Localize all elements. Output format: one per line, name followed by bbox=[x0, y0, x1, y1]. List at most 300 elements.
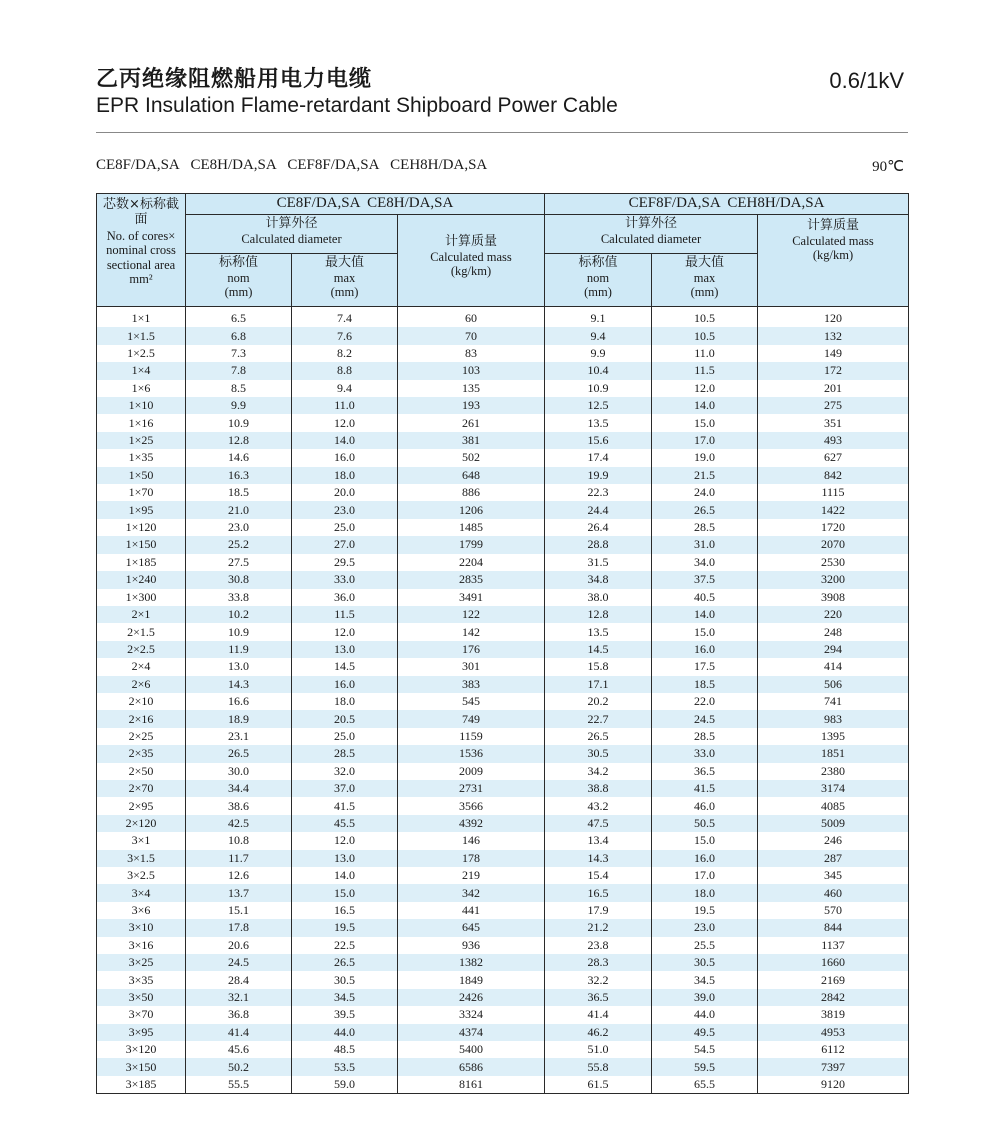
cell-g2-nom: 34.8 bbox=[545, 571, 652, 588]
cell-g2-max: 28.5 bbox=[652, 519, 758, 536]
cell-size: 3×6 bbox=[97, 902, 186, 919]
cell-g1-max: 34.5 bbox=[292, 989, 398, 1006]
cell-g1-mass: 219 bbox=[398, 867, 545, 884]
cell-g2-nom: 13.5 bbox=[545, 414, 652, 431]
row-header-en-3: sectional area bbox=[106, 257, 176, 272]
temperature-rating: 90℃ bbox=[872, 159, 904, 175]
cell-g2-mass: 1395 bbox=[758, 728, 909, 745]
cell-g1-nom: 16.3 bbox=[186, 467, 292, 484]
cell-g2-max: 34.5 bbox=[652, 971, 758, 988]
cell-g1-max: 15.0 bbox=[292, 884, 398, 901]
cell-size: 2×1 bbox=[97, 606, 186, 623]
cell-g1-mass: 645 bbox=[398, 919, 545, 936]
cell-size: 3×70 bbox=[97, 1006, 186, 1023]
cell-g1-mass: 103 bbox=[398, 362, 545, 379]
cell-g2-mass: 2380 bbox=[758, 763, 909, 780]
cell-g2-mass: 570 bbox=[758, 902, 909, 919]
cell-g1-nom: 16.6 bbox=[186, 693, 292, 710]
cell-g1-mass: 1206 bbox=[398, 501, 545, 518]
cell-g2-mass: 248 bbox=[758, 623, 909, 640]
cell-g2-mass: 5009 bbox=[758, 815, 909, 832]
cell-g2-mass: 983 bbox=[758, 710, 909, 727]
cell-g1-nom: 10.8 bbox=[186, 832, 292, 849]
group1-title: CE8F/DA,SA CE8H/DA,SA bbox=[186, 194, 545, 215]
cell-g1-mass: 648 bbox=[398, 467, 545, 484]
table-row bbox=[97, 763, 909, 780]
cell-g1-max: 12.0 bbox=[292, 623, 398, 640]
table-row bbox=[97, 362, 909, 379]
group1-diameter-en: Calculated diameter bbox=[241, 231, 342, 246]
table-row bbox=[97, 484, 909, 501]
cell-g2-mass: 1422 bbox=[758, 501, 909, 518]
cell-g1-mass: 6586 bbox=[398, 1058, 545, 1075]
cell-size: 1×240 bbox=[97, 571, 186, 588]
cell-g2-nom: 20.2 bbox=[545, 693, 652, 710]
cell-g1-nom: 34.4 bbox=[186, 780, 292, 797]
cell-g1-max: 11.5 bbox=[292, 606, 398, 623]
cell-g2-mass: 6112 bbox=[758, 1041, 909, 1058]
cell-g2-mass: 201 bbox=[758, 380, 909, 397]
cell-g1-max: 25.0 bbox=[292, 519, 398, 536]
cell-g1-nom: 25.2 bbox=[186, 536, 292, 553]
cell-g2-mass: 844 bbox=[758, 919, 909, 936]
cell-g1-max: 41.5 bbox=[292, 797, 398, 814]
cell-g2-mass: 2070 bbox=[758, 536, 909, 553]
cell-g1-nom: 8.5 bbox=[186, 380, 292, 397]
cell-g2-mass: 4953 bbox=[758, 1024, 909, 1041]
cell-g2-max: 59.5 bbox=[652, 1058, 758, 1075]
cell-g2-max: 19.0 bbox=[652, 449, 758, 466]
table-row bbox=[97, 658, 909, 675]
cell-g1-max: 26.5 bbox=[292, 954, 398, 971]
cell-size: 3×1 bbox=[97, 832, 186, 849]
cell-g1-mass: 381 bbox=[398, 432, 545, 449]
cell-g2-nom: 13.5 bbox=[545, 623, 652, 640]
cell-g2-mass: 7397 bbox=[758, 1058, 909, 1075]
cell-size: 1×1.5 bbox=[97, 327, 186, 344]
cell-g2-max: 11.5 bbox=[652, 362, 758, 379]
cell-g1-max: 28.5 bbox=[292, 745, 398, 762]
cell-size: 2×70 bbox=[97, 780, 186, 797]
cell-g1-mass: 176 bbox=[398, 641, 545, 658]
cell-g1-mass: 886 bbox=[398, 484, 545, 501]
cell-size: 2×35 bbox=[97, 745, 186, 762]
cell-g2-nom: 17.4 bbox=[545, 449, 652, 466]
cell-g1-mass: 2009 bbox=[398, 763, 545, 780]
cell-g1-mass: 1849 bbox=[398, 971, 545, 988]
cell-g1-max: 16.0 bbox=[292, 449, 398, 466]
cell-size: 3×35 bbox=[97, 971, 186, 988]
cell-g2-max: 46.0 bbox=[652, 797, 758, 814]
cell-g2-max: 24.5 bbox=[652, 710, 758, 727]
cell-g1-max: 13.0 bbox=[292, 641, 398, 658]
group1-mass-header bbox=[398, 215, 545, 307]
cell-g1-max: 7.4 bbox=[292, 307, 398, 328]
group1-diameter-header bbox=[186, 215, 398, 254]
cell-g2-max: 16.0 bbox=[652, 641, 758, 658]
cell-g2-mass: 842 bbox=[758, 467, 909, 484]
cell-g2-nom: 51.0 bbox=[545, 1041, 652, 1058]
cell-g1-nom: 15.1 bbox=[186, 902, 292, 919]
cell-g2-max: 15.0 bbox=[652, 414, 758, 431]
cell-g1-mass: 2204 bbox=[398, 554, 545, 571]
cell-size: 1×2.5 bbox=[97, 345, 186, 362]
cell-size: 1×25 bbox=[97, 432, 186, 449]
table-row bbox=[97, 345, 909, 362]
cell-g1-max: 12.0 bbox=[292, 414, 398, 431]
cell-g2-mass: 9120 bbox=[758, 1076, 909, 1094]
table-row bbox=[97, 1076, 909, 1094]
cell-g2-nom: 10.9 bbox=[545, 380, 652, 397]
cell-g1-mass: 2835 bbox=[398, 571, 545, 588]
cell-g1-mass: 3491 bbox=[398, 589, 545, 606]
cell-g2-max: 34.0 bbox=[652, 554, 758, 571]
table-row bbox=[97, 589, 909, 606]
cell-g2-mass: 1137 bbox=[758, 937, 909, 954]
cell-size: 3×4 bbox=[97, 884, 186, 901]
cell-g2-max: 26.5 bbox=[652, 501, 758, 518]
group2-max-en: max bbox=[693, 270, 716, 285]
cell-g1-mass: 301 bbox=[398, 658, 545, 675]
cell-g1-max: 53.5 bbox=[292, 1058, 398, 1075]
cell-size: 3×150 bbox=[97, 1058, 186, 1075]
cell-g1-mass: 1485 bbox=[398, 519, 545, 536]
cell-size: 3×50 bbox=[97, 989, 186, 1006]
cell-g2-nom: 26.4 bbox=[545, 519, 652, 536]
voltage-rating: 0.6/1kV bbox=[829, 68, 904, 93]
cell-g2-nom: 46.2 bbox=[545, 1024, 652, 1041]
table-row bbox=[97, 467, 909, 484]
table-row bbox=[97, 606, 909, 623]
cell-g1-mass: 8161 bbox=[398, 1076, 545, 1094]
cell-g2-mass: 172 bbox=[758, 362, 909, 379]
cell-size: 1×1 bbox=[97, 307, 186, 328]
cell-g2-max: 36.5 bbox=[652, 763, 758, 780]
group1-nom-unit: (mm) bbox=[224, 285, 253, 300]
cell-g2-max: 10.5 bbox=[652, 307, 758, 328]
cell-g2-max: 14.0 bbox=[652, 397, 758, 414]
cell-size: 2×50 bbox=[97, 763, 186, 780]
cell-g2-nom: 15.6 bbox=[545, 432, 652, 449]
cell-g2-mass: 741 bbox=[758, 693, 909, 710]
cell-g1-nom: 7.3 bbox=[186, 345, 292, 362]
group2-max-unit: (mm) bbox=[690, 285, 719, 300]
group1-nom-cn: 标称值 bbox=[218, 255, 258, 270]
group2-mass-en: Calculated mass bbox=[792, 233, 874, 248]
cell-size: 3×10 bbox=[97, 919, 186, 936]
cell-size: 3×2.5 bbox=[97, 867, 186, 884]
cell-g2-mass: 294 bbox=[758, 641, 909, 658]
cell-g1-nom: 6.5 bbox=[186, 307, 292, 328]
cell-g2-max: 18.0 bbox=[652, 884, 758, 901]
cell-g1-nom: 27.5 bbox=[186, 554, 292, 571]
table-row bbox=[97, 676, 909, 693]
group2-diameter-header bbox=[545, 215, 758, 254]
cell-g1-mass: 3324 bbox=[398, 1006, 545, 1023]
cell-g2-nom: 28.3 bbox=[545, 954, 652, 971]
cell-g1-mass: 1382 bbox=[398, 954, 545, 971]
table-row bbox=[97, 501, 909, 518]
cell-g2-nom: 34.2 bbox=[545, 763, 652, 780]
table-row bbox=[97, 1058, 909, 1075]
cell-g1-max: 16.5 bbox=[292, 902, 398, 919]
cell-g1-nom: 23.0 bbox=[186, 519, 292, 536]
cell-size: 2×16 bbox=[97, 710, 186, 727]
cell-g1-mass: 1799 bbox=[398, 536, 545, 553]
cell-g2-max: 16.0 bbox=[652, 850, 758, 867]
cell-g2-max: 22.0 bbox=[652, 693, 758, 710]
table-row bbox=[97, 519, 909, 536]
cell-g1-max: 48.5 bbox=[292, 1041, 398, 1058]
cell-g1-mass: 122 bbox=[398, 606, 545, 623]
cell-g2-nom: 47.5 bbox=[545, 815, 652, 832]
table-row bbox=[97, 536, 909, 553]
table-row bbox=[97, 797, 909, 814]
cell-size: 2×95 bbox=[97, 797, 186, 814]
cell-g1-nom: 13.7 bbox=[186, 884, 292, 901]
cell-g1-nom: 13.0 bbox=[186, 658, 292, 675]
cell-size: 2×2.5 bbox=[97, 641, 186, 658]
cell-g2-max: 65.5 bbox=[652, 1076, 758, 1094]
cell-g2-mass: 345 bbox=[758, 867, 909, 884]
cell-g1-max: 14.0 bbox=[292, 867, 398, 884]
cell-g1-max: 25.0 bbox=[292, 728, 398, 745]
cell-g2-mass: 351 bbox=[758, 414, 909, 431]
cell-g2-nom: 15.4 bbox=[545, 867, 652, 884]
cell-g1-nom: 21.0 bbox=[186, 501, 292, 518]
cell-g2-max: 30.5 bbox=[652, 954, 758, 971]
row-header-cn: 芯数×标称截面 bbox=[103, 197, 179, 227]
cell-size: 3×185 bbox=[97, 1076, 186, 1094]
cell-g1-nom: 18.5 bbox=[186, 484, 292, 501]
cell-g2-nom: 22.3 bbox=[545, 484, 652, 501]
group1-mass-unit: (kg/km) bbox=[450, 264, 492, 279]
group1-max-cn: 最大值 bbox=[324, 255, 364, 270]
cell-g2-nom: 9.1 bbox=[545, 307, 652, 328]
table-row bbox=[97, 380, 909, 397]
cell-g1-nom: 18.9 bbox=[186, 710, 292, 727]
cell-g1-max: 13.0 bbox=[292, 850, 398, 867]
cell-g1-mass: 383 bbox=[398, 676, 545, 693]
cell-g1-max: 44.0 bbox=[292, 1024, 398, 1041]
cell-g2-nom: 19.9 bbox=[545, 467, 652, 484]
cell-g2-max: 50.5 bbox=[652, 815, 758, 832]
cell-g2-mass: 3819 bbox=[758, 1006, 909, 1023]
group2-nom-header bbox=[545, 254, 652, 307]
cell-g1-nom: 24.5 bbox=[186, 954, 292, 971]
cell-g1-nom: 26.5 bbox=[186, 745, 292, 762]
cell-g1-mass: 3566 bbox=[398, 797, 545, 814]
cell-g2-max: 40.5 bbox=[652, 589, 758, 606]
table-row bbox=[97, 1041, 909, 1058]
cell-g1-nom: 20.6 bbox=[186, 937, 292, 954]
cell-size: 3×95 bbox=[97, 1024, 186, 1041]
table-row bbox=[97, 1006, 909, 1023]
cell-g1-nom: 38.6 bbox=[186, 797, 292, 814]
group2-mass-cn: 计算质量 bbox=[806, 218, 859, 233]
cell-g1-nom: 42.5 bbox=[186, 815, 292, 832]
cell-size: 3×25 bbox=[97, 954, 186, 971]
cell-g1-mass: 1159 bbox=[398, 728, 545, 745]
cell-g2-nom: 9.4 bbox=[545, 327, 652, 344]
cell-g2-nom: 24.4 bbox=[545, 501, 652, 518]
cell-g2-nom: 12.5 bbox=[545, 397, 652, 414]
cell-g2-mass: 1720 bbox=[758, 519, 909, 536]
cell-g1-nom: 10.9 bbox=[186, 623, 292, 640]
group2-mass-unit: (kg/km) bbox=[812, 248, 854, 263]
cell-g1-mass: 261 bbox=[398, 414, 545, 431]
cell-size: 1×185 bbox=[97, 554, 186, 571]
cell-g1-nom: 30.8 bbox=[186, 571, 292, 588]
cell-g2-mass: 460 bbox=[758, 884, 909, 901]
row-header-en-2: nominal cross bbox=[106, 243, 176, 258]
cell-g2-mass: 627 bbox=[758, 449, 909, 466]
cell-g2-nom: 15.8 bbox=[545, 658, 652, 675]
cell-g1-nom: 6.8 bbox=[186, 327, 292, 344]
cell-size: 1×10 bbox=[97, 397, 186, 414]
table-row bbox=[97, 815, 909, 832]
cell-g2-max: 44.0 bbox=[652, 1006, 758, 1023]
group1-max-en: max bbox=[333, 270, 356, 285]
cell-g2-max: 23.0 bbox=[652, 919, 758, 936]
cell-g1-mass: 5400 bbox=[398, 1041, 545, 1058]
group1-max-header bbox=[292, 254, 398, 307]
cell-g1-nom: 12.8 bbox=[186, 432, 292, 449]
table-row bbox=[97, 571, 909, 588]
cell-g1-mass: 342 bbox=[398, 884, 545, 901]
row-header-cell bbox=[97, 194, 186, 307]
group2-title: CEF8F/DA,SA CEH8H/DA,SA bbox=[545, 194, 909, 215]
cell-g2-mass: 2842 bbox=[758, 989, 909, 1006]
cell-g1-max: 39.5 bbox=[292, 1006, 398, 1023]
cell-g2-mass: 3908 bbox=[758, 589, 909, 606]
group1-nom-header bbox=[186, 254, 292, 307]
cell-g1-max: 18.0 bbox=[292, 693, 398, 710]
cell-g2-mass: 493 bbox=[758, 432, 909, 449]
cell-g2-nom: 12.8 bbox=[545, 606, 652, 623]
cell-g1-mass: 502 bbox=[398, 449, 545, 466]
cell-g1-nom: 50.2 bbox=[186, 1058, 292, 1075]
cell-g1-mass: 936 bbox=[398, 937, 545, 954]
cell-g1-mass: 142 bbox=[398, 623, 545, 640]
cell-g1-nom: 41.4 bbox=[186, 1024, 292, 1041]
cell-g1-nom: 10.2 bbox=[186, 606, 292, 623]
table-row bbox=[97, 989, 909, 1006]
cell-g2-max: 17.0 bbox=[652, 432, 758, 449]
cell-g2-nom: 36.5 bbox=[545, 989, 652, 1006]
cell-g1-max: 33.0 bbox=[292, 571, 398, 588]
cell-g2-mass: 132 bbox=[758, 327, 909, 344]
table-row bbox=[97, 397, 909, 414]
cell-size: 1×35 bbox=[97, 449, 186, 466]
table-row bbox=[97, 745, 909, 762]
cell-g1-mass: 60 bbox=[398, 307, 545, 328]
table-row bbox=[97, 414, 909, 431]
cell-g2-mass: 3174 bbox=[758, 780, 909, 797]
cell-g2-max: 33.0 bbox=[652, 745, 758, 762]
cell-g1-nom: 23.1 bbox=[186, 728, 292, 745]
cell-g2-max: 28.5 bbox=[652, 728, 758, 745]
cell-g2-max: 39.0 bbox=[652, 989, 758, 1006]
cell-g1-max: 20.0 bbox=[292, 484, 398, 501]
cell-g1-max: 20.5 bbox=[292, 710, 398, 727]
cell-g1-mass: 1536 bbox=[398, 745, 545, 762]
cell-g2-max: 11.0 bbox=[652, 345, 758, 362]
cell-size: 3×120 bbox=[97, 1041, 186, 1058]
cell-g2-mass: 275 bbox=[758, 397, 909, 414]
cable-spec-table bbox=[96, 193, 909, 1094]
cell-g2-nom: 22.7 bbox=[545, 710, 652, 727]
cell-g2-max: 24.0 bbox=[652, 484, 758, 501]
cell-g1-mass: 4374 bbox=[398, 1024, 545, 1041]
cell-g1-nom: 33.8 bbox=[186, 589, 292, 606]
cell-g1-mass: 545 bbox=[398, 693, 545, 710]
cell-g2-max: 41.5 bbox=[652, 780, 758, 797]
table-row bbox=[97, 641, 909, 658]
cell-g1-max: 27.0 bbox=[292, 536, 398, 553]
cell-g1-nom: 10.9 bbox=[186, 414, 292, 431]
cell-size: 2×25 bbox=[97, 728, 186, 745]
cell-g2-max: 31.0 bbox=[652, 536, 758, 553]
cell-g1-nom: 28.4 bbox=[186, 971, 292, 988]
cell-g2-nom: 38.8 bbox=[545, 780, 652, 797]
table-row bbox=[97, 902, 909, 919]
group2-nom-unit: (mm) bbox=[584, 285, 612, 300]
cell-g1-mass: 146 bbox=[398, 832, 545, 849]
group2-max-cn: 最大值 bbox=[684, 255, 724, 270]
cell-g2-mass: 3200 bbox=[758, 571, 909, 588]
cell-g1-mass: 178 bbox=[398, 850, 545, 867]
cell-g2-max: 25.5 bbox=[652, 937, 758, 954]
table-row bbox=[97, 832, 909, 849]
group2-diameter-en: Calculated diameter bbox=[600, 231, 702, 246]
cell-g1-nom: 11.7 bbox=[186, 850, 292, 867]
group1-mass-en: Calculated mass bbox=[430, 249, 512, 264]
cell-g1-max: 9.4 bbox=[292, 380, 398, 397]
cell-size: 2×1.5 bbox=[97, 623, 186, 640]
cell-g2-max: 54.5 bbox=[652, 1041, 758, 1058]
table-row bbox=[97, 449, 909, 466]
cell-g1-nom: 11.9 bbox=[186, 641, 292, 658]
table-row bbox=[97, 693, 909, 710]
page-title-chinese: 乙丙绝缘阻燃船用电力电缆 bbox=[96, 67, 373, 92]
cell-g2-nom: 61.5 bbox=[545, 1076, 652, 1094]
title-divider bbox=[96, 132, 908, 133]
cell-g2-mass: 1660 bbox=[758, 954, 909, 971]
cell-g2-max: 17.0 bbox=[652, 867, 758, 884]
cell-g1-max: 12.0 bbox=[292, 832, 398, 849]
cell-g1-max: 11.0 bbox=[292, 397, 398, 414]
cell-g2-max: 10.5 bbox=[652, 327, 758, 344]
cell-g1-nom: 12.6 bbox=[186, 867, 292, 884]
group1-nom-en: nom bbox=[227, 270, 250, 285]
cell-g2-max: 18.5 bbox=[652, 676, 758, 693]
cell-size: 1×6 bbox=[97, 380, 186, 397]
cell-g1-nom: 9.9 bbox=[186, 397, 292, 414]
cell-g1-max: 32.0 bbox=[292, 763, 398, 780]
table-row bbox=[97, 954, 909, 971]
cell-g2-nom: 28.8 bbox=[545, 536, 652, 553]
cell-g1-mass: 135 bbox=[398, 380, 545, 397]
cell-size: 3×1.5 bbox=[97, 850, 186, 867]
cell-g2-nom: 23.8 bbox=[545, 937, 652, 954]
cell-size: 2×10 bbox=[97, 693, 186, 710]
cell-g2-nom: 43.2 bbox=[545, 797, 652, 814]
table-row bbox=[97, 554, 909, 571]
cell-g2-max: 21.5 bbox=[652, 467, 758, 484]
group2-nom-cn: 标称值 bbox=[578, 255, 618, 270]
cell-g2-mass: 246 bbox=[758, 832, 909, 849]
